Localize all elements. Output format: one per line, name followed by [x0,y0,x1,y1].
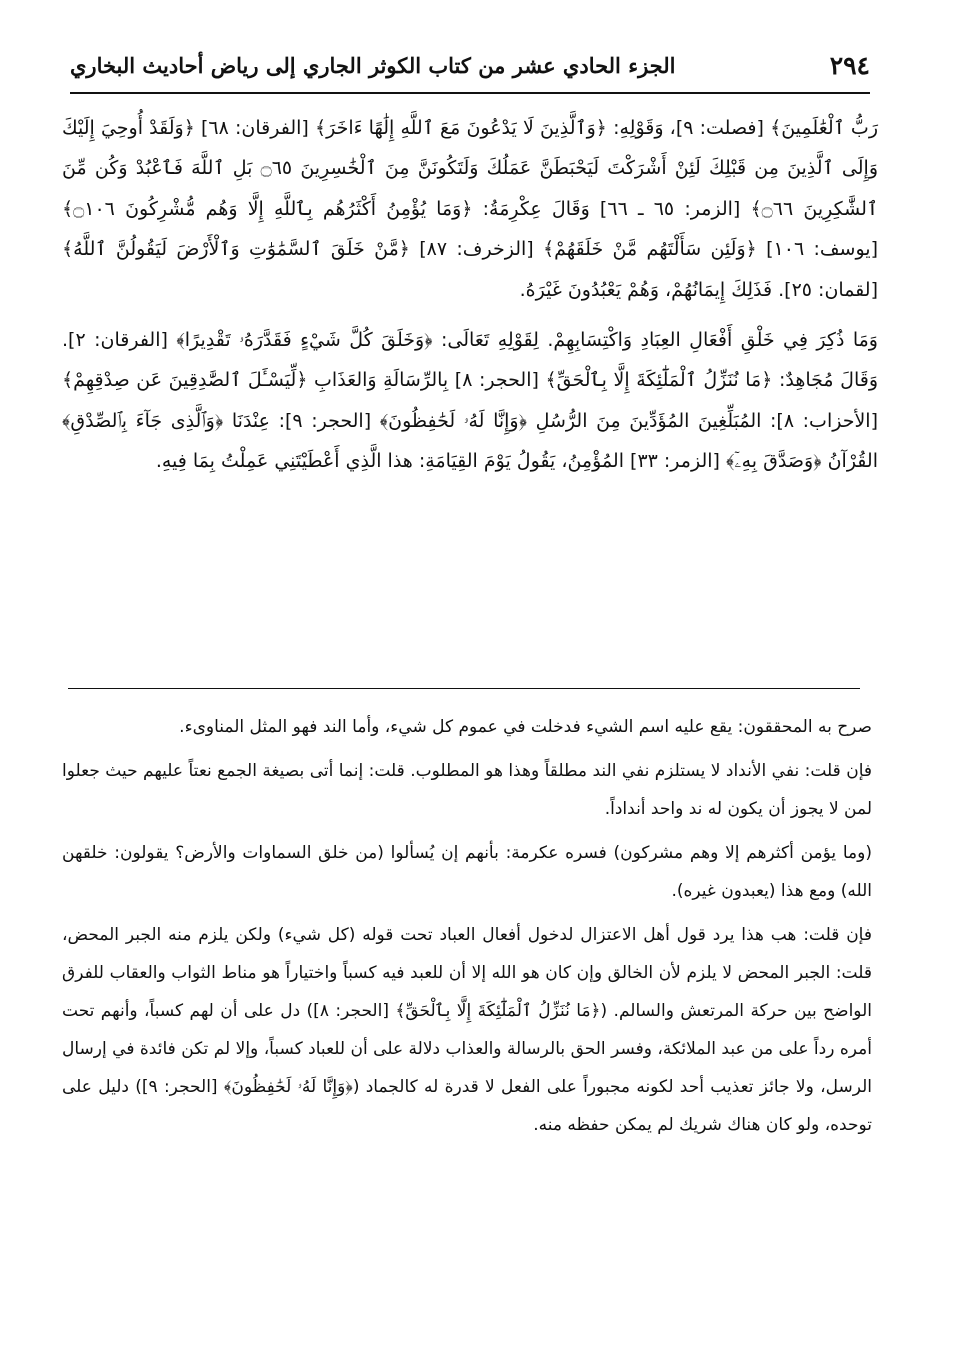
page-header [70,44,870,86]
main-text [62,108,878,482]
main-paragraph: وَمَا ذُكِرَ فِي خَلْقِ أَفْعَالِ العِبَادِ وَاكْتِسَابِهِمْ. لِقَوْلِهِ تَعَالَى: ﴿وَخَلَقَ كُلَّ شَيْءٍ فَقَدَّرَهُۥ تَقْدِيرًا﴾ [الفرقان: ٢]. وَقَالَ مُجَاهِدٌ: ﴿مَا نُنَزِّلُ ٱلْمَلَٰٓئِكَةَ إِلَّا بِٱلْحَقِّ﴾ [الحجر: ٨] بِالرِّسَالَةِ وَالعَذَابِ ﴿لِّيَسْـَٔلَ ٱلصَّٰدِقِينَ عَن صِدْقِهِمْ﴾ [الأحزاب: ٨]: المُبَلِّغِينَ المُؤَدِّينَ مِنَ الرُّسُلِ ﴿وَإِنَّا لَهُۥ لَحَٰفِظُونَ﴾ [الحجر: ٩]: عِنْدَنَا ﴿وَٱلَّذِى جَآءَ بِٱلصِّدْقِ﴾ القُرْآنُ ﴿وَصَدَّقَ بِهِۦٓ﴾ [الزمر: ٣٣] المُؤْمِنُ، يَقُولُ يَوْمَ القِيَامَةِ: هذا الَّذِي أَعْطَيْتَنِي عَمِلْتُ بِمَا فِيهِ. [62,329,878,473]
main-paragraph: رَبُّ ٱلْعَٰلَمِينَ﴾ [فصلت: ٩]، وَقَوْلِهِ: ﴿وَٱلَّذِينَ لَا يَدْعُونَ مَعَ ٱللَّهِ إِلَٰهًا ءَاخَرَ﴾ [الفرقان: ٦٨] ﴿وَلَقَدْ أُوحِيَ إِلَيْكَ وَإِلَى ٱلَّذِينَ مِن قَبْلِكَ لَئِنْ أَشْرَكْتَ لَيَحْبَطَنَّ عَمَلُكَ وَلَتَكُونَنَّ مِنَ ٱلْخَٰسِرِينَ ۝٦٥ بَلِ ٱللَّهَ فَٱعْبُدْ وَكُن مِّنَ ٱلشَّٰكِرِينَ ۝٦٦﴾ [الزمر: ٦٥ ـ ٦٦] وَقَالَ عِكْرِمَةُ: ﴿وَمَا يُؤْمِنُ أَكْثَرُهُم بِٱللَّهِ إِلَّا وَهُم مُّشْرِكُونَ ۝١٠٦﴾ [يوسف: ١٠٦] ﴿وَلَئِن سَأَلْتَهُم مَّنْ خَلَقَهُمْ﴾ [الزخرف: ٨٧] ﴿مَّنْ خَلَقَ ٱلسَّمَٰوَٰتِ وَٱلْأَرْضَ لَيَقُولُنَّ ٱللَّهُ﴾ [لقمان: ٢٥]. فَذَلِكَ إِيمَانُهُمْ، وَهُمْ يَعْبُدُونَ غَيْرَهُ. [62,117,879,301]
running-title: الجزء الحادي عشر من كتاب الكوثر الجاري إلى رياض أحاديث البخاري [70,52,676,78]
footnote-paragraph: فإن قلت: هب هذا يرد قول أهل الاعتزال لدخول أفعال العباد تحت قوله (كل شيء) ولكن يلزم منه الجبر المحض، قلت: الجبر المحض لا يلزم لأن الخالق وإن كان هو الله إلا أن للعبد فيه كسباً واختياراً هو مناط الثواب والعقاب للفرق الواضح بين حركة المرتعش والسالم. (﴿مَا نُنَزِّلُ ٱلْمَلَٰٓئِكَةَ إِلَّا بِٱلْحَقِّ﴾ [الحجر: ٨]) دل على أن لهم كسباً، وأنهم تحت أمره رداً على من عبد الملائكة، وفسر الحق بالرسالة والعذاب دلالة على أن للعباد كسباً، وإلا لم تكن فائدة في إرسال الرسل، ولا جائز تعذيب أحد لكونه مجبوراً على الفعل لا قدرة له كالجماد (﴿وَإِنَّا لَهُۥ لَحَٰفِظُونَ﴾ [الحجر: ٩]) دليل على توحده، ولو كان هناك شريك لم يمكن حفظه منه. [62,925,872,1135]
footnote-paragraph: فإن قلت: نفي الأنداد لا يستلزم نفي الند مطلقاً وهذا هو المطلوب. قلت: إنما أتى بصيغة الجمع نعتاً عليهم حيث جعلوا لمن لا يجوز أن يكون له ند واحد أنداداً. [62,761,872,819]
header-divider [70,92,870,94]
footnote-divider [68,688,860,689]
footnotes [62,708,872,1144]
page-number: ٢٩٤ [829,50,870,80]
footnote-paragraph: صرح به المحققون: يقع عليه اسم الشيء فدخلت في عموم كل شيء، وأما الند فهو المثل المناوىء. [179,717,872,737]
footnote-paragraph: (وما يؤمن أكثرهم إلا وهم مشركون) فسره عكرمة: بأنهم إن يُسألوا (من خلق السماوات والأرض؟ يقولون: خلقهن الله) ومع هذا (يعبدون غيره). [62,843,872,901]
